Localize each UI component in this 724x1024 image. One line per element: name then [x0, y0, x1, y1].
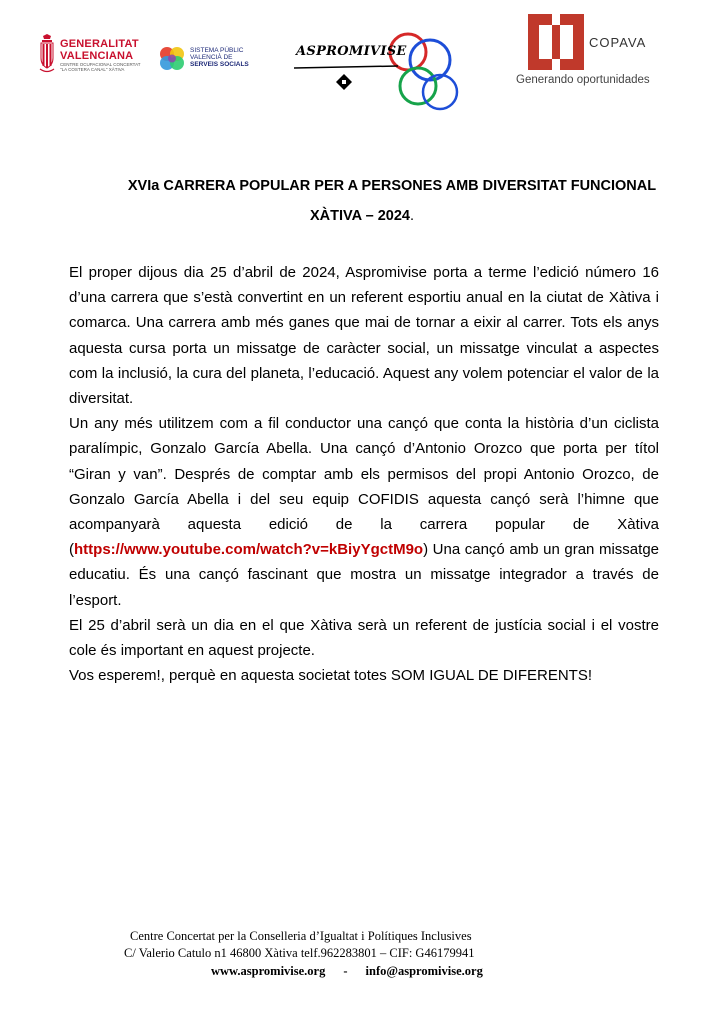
- serveis-line1: SISTEMA PÚBLIC: [190, 47, 244, 54]
- serveis-socials-mark-icon: [158, 44, 186, 72]
- document-body: [69, 260, 659, 688]
- paragraph-2: [69, 411, 659, 613]
- serveis-line2: VALENCIÀ DE: [190, 54, 233, 61]
- paragraph-3: El 25 d’abril serà un dia en el que Xàtiva serà un referent de justícia social i el vostre cole és important en aquest projecte.: [69, 616, 659, 660]
- copava-tagline: Generando oportunidades: [516, 74, 650, 86]
- footer-line2: C/ Valerio Catulo n1 46800 Xàtiva telf.962283801 – CIF: G46179941: [124, 946, 475, 960]
- document-subtitle: [0, 208, 724, 224]
- copava-logo: [516, 14, 666, 94]
- gva-line4: "LA COSTERA CANAL" XÀTIVA: [60, 67, 125, 72]
- document-subtitle-period: .: [409, 208, 414, 224]
- header-logos: [0, 0, 724, 110]
- copava-mark-icon: [528, 14, 584, 70]
- paragraph-4: Vos esperem!, perquè en aquesta societat totes SOM IGUAL DE DIFERENTS!: [69, 667, 593, 685]
- gva-line2: VALENCIANA: [60, 50, 134, 62]
- serveis-line3: SERVEIS SOCIALS: [190, 61, 249, 68]
- footer-separator: -: [343, 964, 348, 978]
- document-subtitle-text: XÀTIVA – 2024: [310, 208, 410, 224]
- youtube-link[interactable]: https://www.youtube.com/watch?v=kBiyYgctM9o: [74, 541, 424, 559]
- paragraph-1: El proper dijous dia 25 d’abril de 2024, Aspromivise porta a terme l’edició número 16 d’una carrera que s’està convertint en un referent esportiu anual en la ciutat de Xàtiva i comarca. Una carrera amb més ganes que mai de tornar a eixir al carrer. Tots els anys aquesta cursa porta un missatge de caràcter social, un missatge vinculat a aspectes com la inclusió, la cura del planeta, l’educació. Aquest any volem potenciar el valor de la diversitat.: [69, 264, 659, 408]
- gva-crest-icon: [38, 34, 56, 76]
- aspromivise-logo: [290, 20, 470, 120]
- aspromivise-wordmark: ASPROMIVISE: [296, 44, 407, 59]
- footer-website-link[interactable]: www.aspromivise.org: [211, 964, 326, 978]
- generalitat-valenciana-logo: [38, 34, 148, 82]
- footer-email-link[interactable]: info@aspromivise.org: [365, 964, 483, 978]
- document-title: XVIa CARRERA POPULAR PER A PERSONES AMB DIVERSITAT FUNCIONAL: [127, 178, 657, 194]
- serveis-socials-logo: [158, 44, 268, 84]
- paragraph-2-text-after: ) Una cançó amb un gran missatge educatiu. És una cançó fascinant que mostra un missatge integrador a través de l’esport.: [69, 541, 659, 609]
- footer-contacts: [211, 963, 483, 981]
- footer-line1: Centre Concertat per la Conselleria d’Igualtat i Polítiques Inclusives: [130, 929, 472, 943]
- gva-line1: GENERALITAT: [60, 38, 139, 50]
- gva-line3: CENTRE OCUPACIONAL CONCERTAT: [60, 62, 141, 67]
- aspromivise-rings-icon: [290, 20, 470, 120]
- paragraph-2-text-before: Un any més utilitzem com a fil conductor una cançó que conta la història d’un ciclista paralímpic, Gonzalo García Abella. Una cançó d’Antonio Orozco que porta per títol “Giran y van”. Després de comptar amb els permisos del propi Antonio Orozco, de Gonzalo García Abella i del seu equip COFIDIS aquesta cançó serà l’himne que acompanyarà aquesta edició de la carrera popular de Xàtiva (: [69, 415, 659, 559]
- copava-name: COPAVA: [589, 35, 647, 50]
